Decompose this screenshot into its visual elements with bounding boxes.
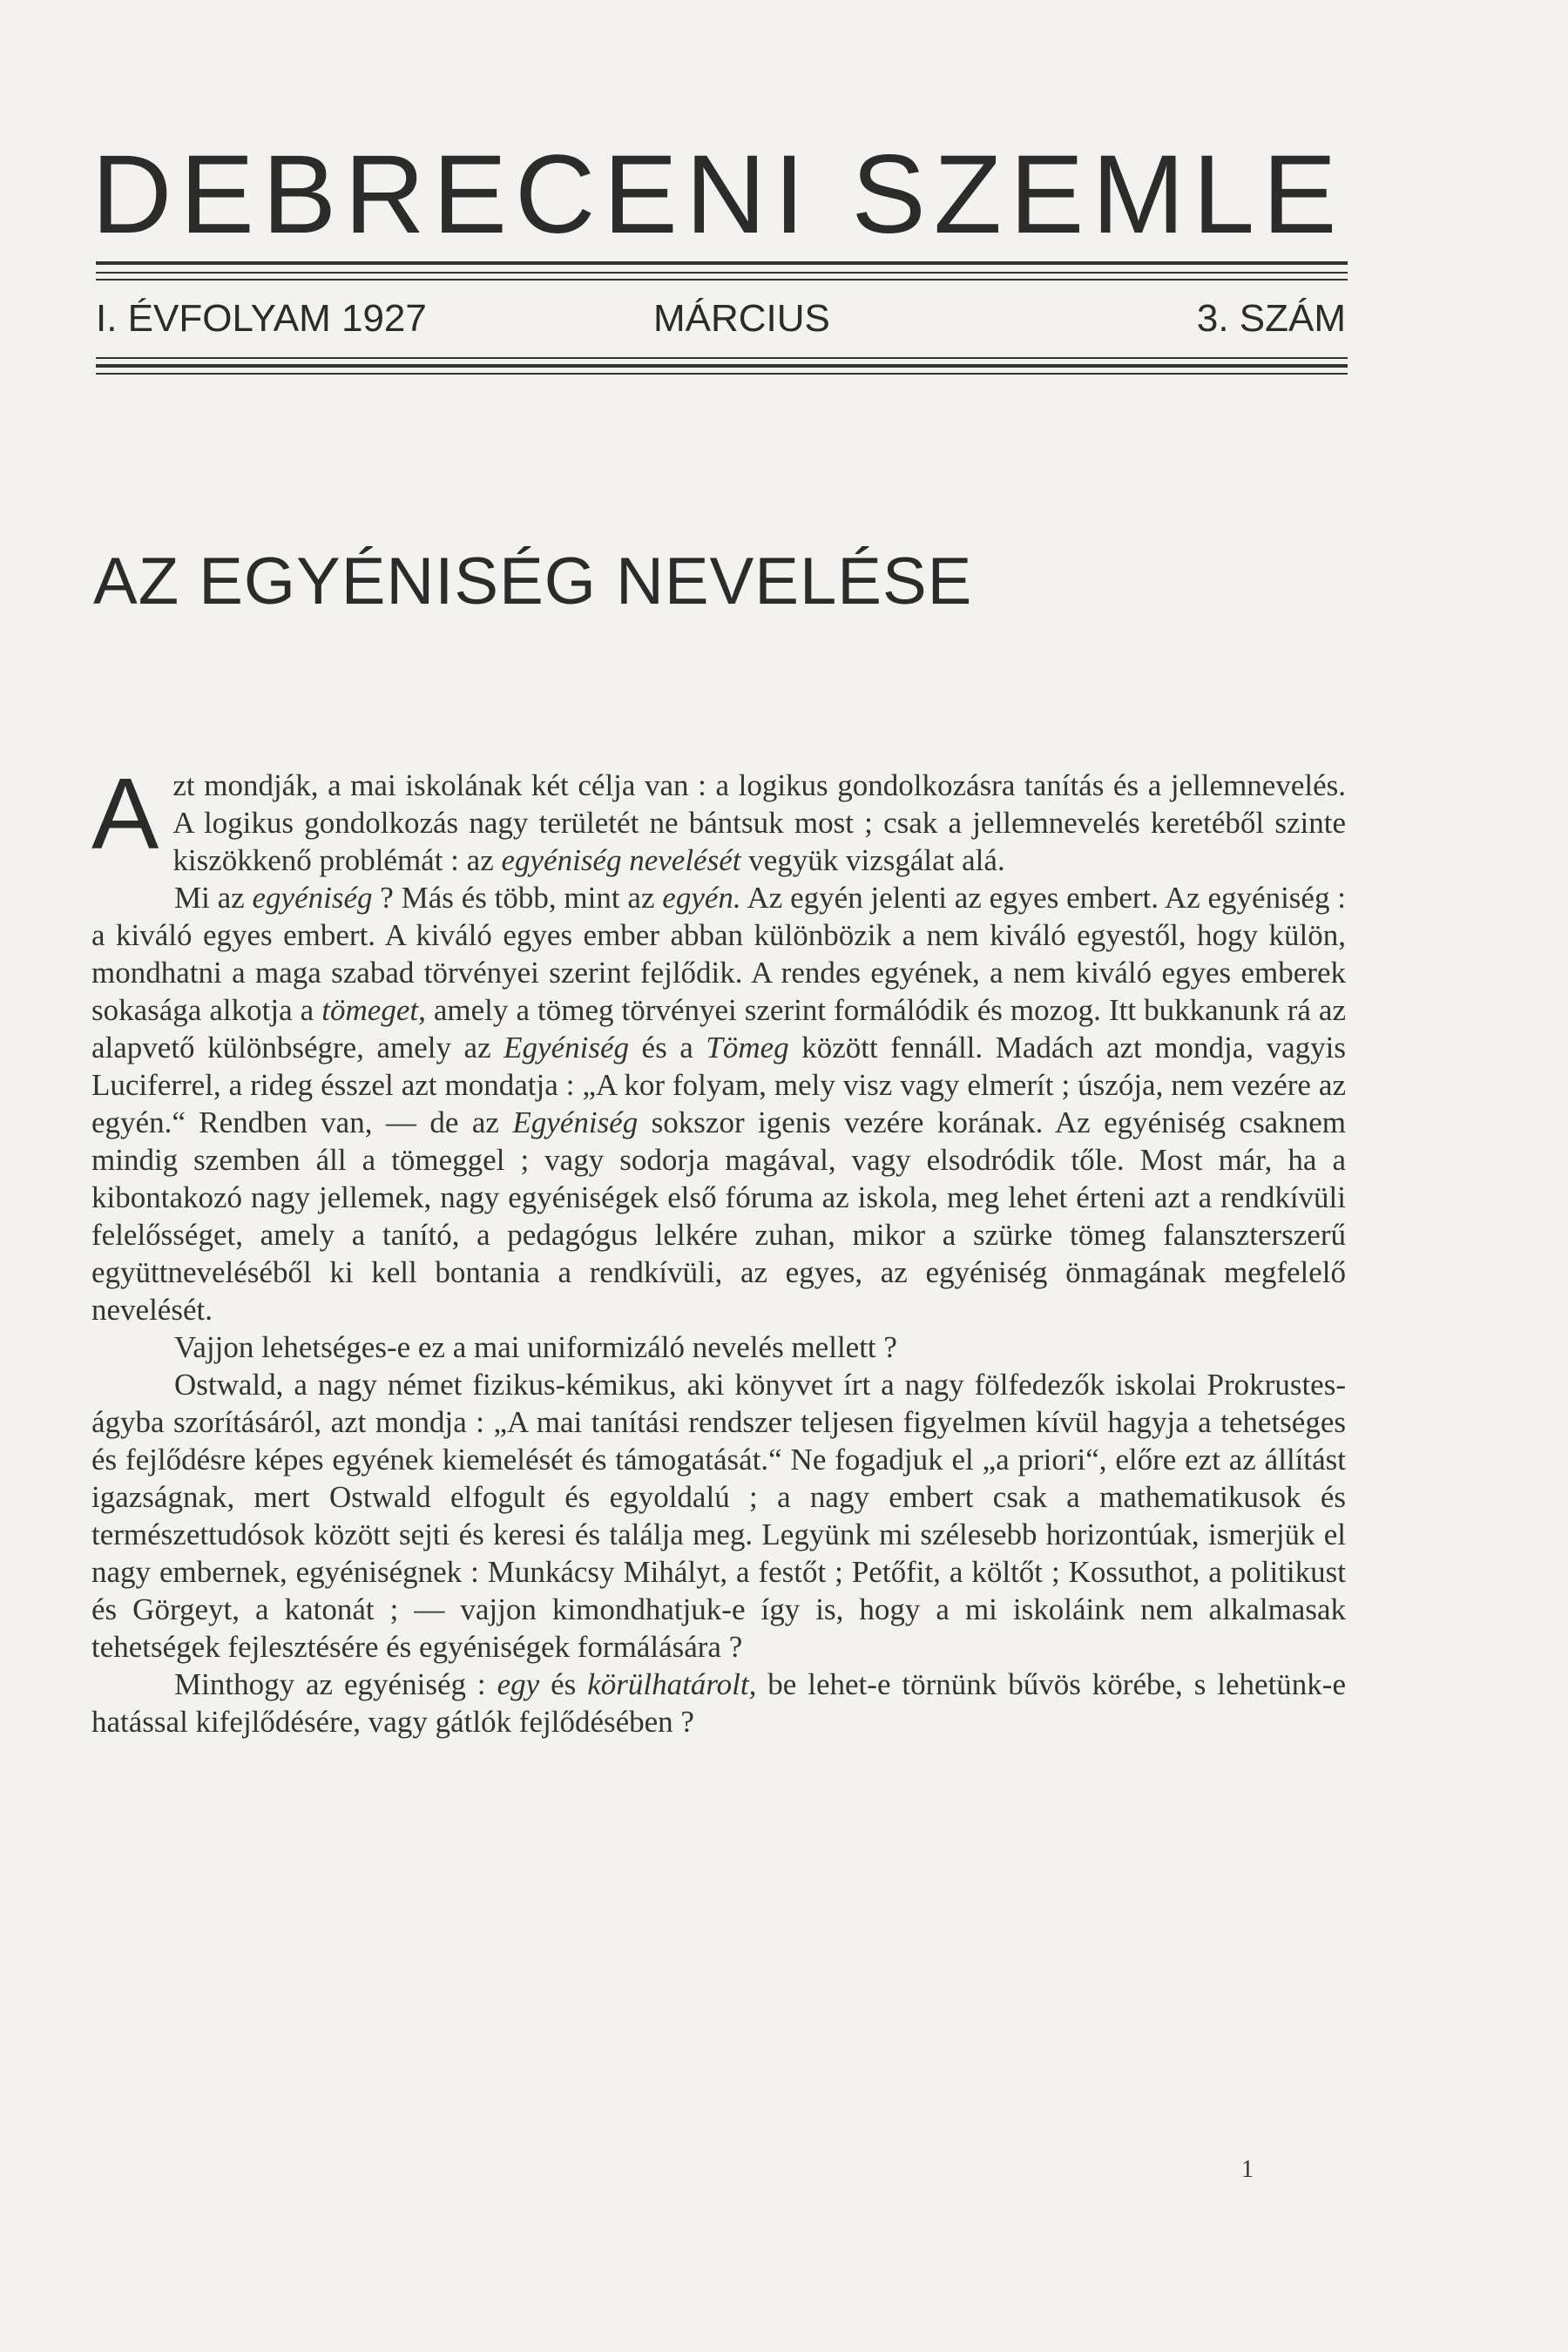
emphasis: egy: [497, 1667, 540, 1701]
paragraph-text: és: [539, 1667, 588, 1701]
emphasis: tömeget,: [321, 993, 426, 1027]
emphasis: egyéniség nevelését: [501, 843, 741, 877]
paragraph-text: zt mondják, a mai iskolának két célja van : a logikus gondolkozásra tanítás és a jellemnevelés. A logikus gondolkozás nagy területét ne bántsuk most ; csak a jellemnevelés keretéből szinte kiszökkenő problémát : az: [172, 768, 1346, 877]
emphasis: egyéniség: [252, 881, 373, 915]
paragraph-text: Minthogy az egyéniség :: [174, 1667, 497, 1701]
header-rule: [96, 272, 1348, 274]
header-rule: [96, 279, 1348, 280]
paragraph-text: be lehet-e törnünk bűvös körébe, s lehetünk-e hatással kifejlődésére, vagy gátlók fejlődésében ?: [91, 1667, 1347, 1739]
paragraph-5: [91, 1666, 1346, 1740]
paragraph-text: sokszor igenis vezére korának. Az egyéniség csaknem mindig szemben áll a tömeggel ; vagy sodorja magával, vagy elsodródik tőle. Most már, ha a kibontakozó nagy jellemek, nagy egyéniségek első fóruma az iskola, meg lehet érteni azt a rendkívüli felelősséget, amely a tanító, a pedagógus lelkére zuhan, mikor a szürke tömeg falanszterszerű együttneveléséből ki kell bontania a rendkívüli, az egyes, az egyéniség önmagának megfelelő nevelését.: [91, 1105, 1346, 1327]
header-rule: [96, 261, 1348, 265]
article-title: AZ EGYÉNISÉG NEVELÉSE: [93, 544, 973, 618]
issue-rule: [96, 357, 1348, 359]
paragraph-text: vegyük vizsgálat alá.: [740, 843, 1005, 877]
emphasis: körülhatárolt,: [587, 1667, 757, 1701]
issue-volume: I. ÉVFOLYAM 1927: [96, 297, 427, 340]
issue-rule: [96, 373, 1348, 375]
emphasis: Tömeg: [706, 1031, 789, 1064]
paragraph-text: Mi az: [174, 881, 253, 915]
emphasis: egyén.: [662, 881, 741, 915]
paragraph-text: ? Más és több, mint az: [372, 881, 663, 915]
paragraph-text: között fennáll. Madách azt mondja, vagyis Luciferrel, a rideg ésszel azt mondatja : „A kor folyam, mely visz vagy elmerít ; úszója, nem vezére az egyén.“ Rendben van, — de az: [91, 1031, 1346, 1139]
page-number: 1: [1241, 2156, 1254, 2183]
paragraph-1: [91, 757, 1346, 879]
drop-cap: A: [91, 757, 159, 870]
article-body: [91, 757, 1347, 1740]
journal-title: DEBRECENI SZEMLE: [91, 132, 1345, 257]
issue-number: 3. SZÁM: [1196, 297, 1346, 340]
paragraph-2: [91, 879, 1346, 1328]
paragraph-text: Az egyén jelenti az egyes embert. Az egyéniség : a kiváló egyes embert. A kiváló egyes ember abban különbözik a nem kiváló egyestől, hogy külön, mondhatni a maga szabad törvényei szerint fejlődik. A rendes egyének, a nem kiváló egyes emberek sokasága alkotja a: [91, 881, 1346, 1027]
emphasis: Egyéniség: [512, 1105, 639, 1139]
issue-month: MÁRCIUS: [653, 297, 830, 340]
paragraph-4: Ostwald, a nagy német fizikus-kémikus, aki könyvet írt a nagy fölfedezők iskolai Prokrustes-ágyba szorításáról, azt mondja : „A mai tanítási rendszer teljesen figyelmen kívül hagyja a tehetséges és fejlődésre képes egyének kiemelését és támogatását.“ Ne fogadjuk el „a priori“, előre ezt az állítást igazságnak, mert Ostwald elfogult és egyoldalú ; a nagy embert csak a mathematikusok és természettudósok között sejti és keresi és találja meg. Legyünk mi szélesebb horizontúak, ismerjük el nagy embernek, egyéniségnek : Munkácsy Mihályt, a festőt ; Petőfit, a költőt ; Kossuthot, a politikust és Görgeyt, a katonát ; — vajjon kimondhatjuk-e így is, hogy a mi iskoláink nem alkalmasak tehetségek fejlesztésére és egyéniségek formálására ?: [91, 1368, 1346, 1664]
emphasis: Egyéniség: [504, 1031, 629, 1064]
paragraph-3: Vajjon lehetséges-e ez a mai uniformizáló nevelés mellett ?: [174, 1330, 897, 1364]
paragraph-text: és a: [629, 1031, 706, 1064]
issue-rule: [96, 364, 1348, 368]
paragraph-text: amely a tömeg törvényei szerint formálódik és mozog. Itt bukkanunk rá az alapvető különbségre, amely az: [91, 993, 1346, 1064]
